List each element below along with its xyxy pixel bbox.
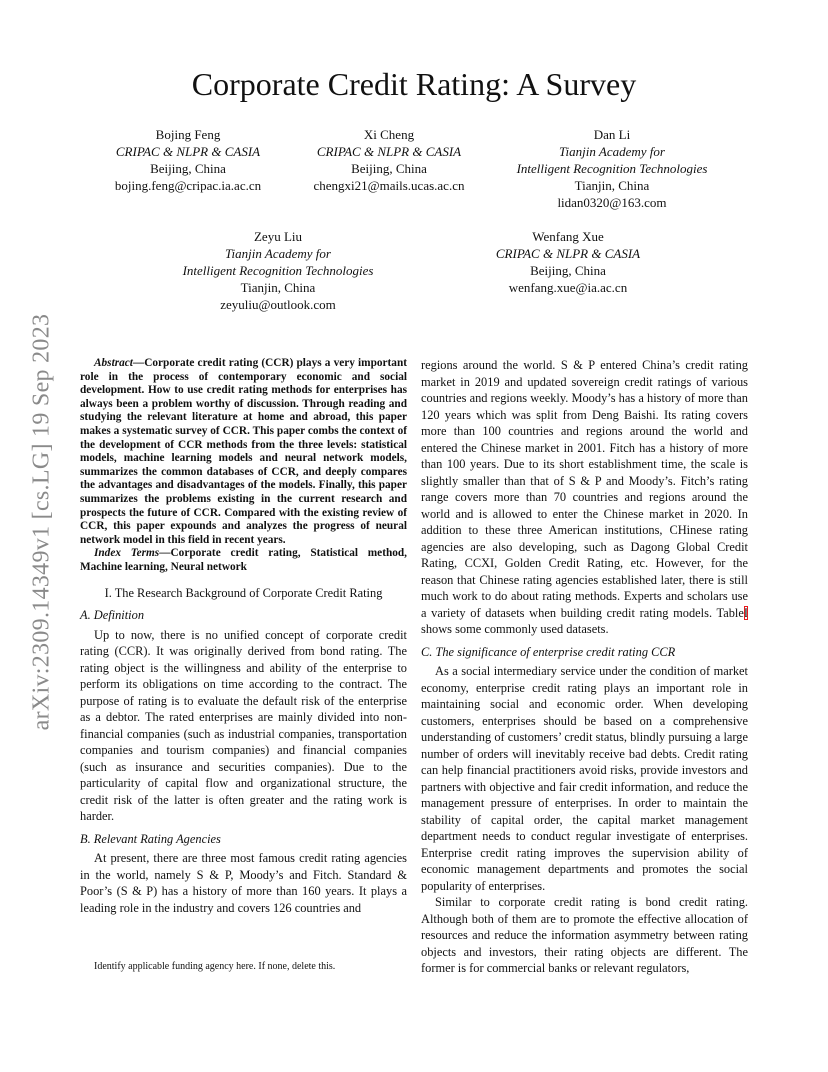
author-name: Wenfang Xue: [532, 229, 604, 244]
subsection-heading-definition: A. Definition: [80, 608, 145, 622]
author-affiliation: CRIPAC & NLPR & CASIA: [115, 144, 261, 159]
author-affiliation: Tianjin Academy for: [559, 144, 665, 159]
author-city: Tianjin, China: [574, 178, 650, 193]
abstract-text: —Corporate credit rating (CCR) plays a very important role in the process of contemporary economic and social development. How to use credit rating methods for enterprises has always been a problem worthy of discussion. Through reading and studying the relevant literature at home and abroad, this paper makes a systematic survey of CCR. This paper combs the context of the development of CCR methods from the three levels: statistical models, machine learning models and neural network models, summarizes the common databases of CCR, and deeply compares the advantages and disadvantages of the models. Finally, this paper summarizes the problems existing in the current research and prospects the future of CCR. Compared with the existing review of CCR, this paper expounds and analyzes the progress of neural network model in this field in recent years.: [80, 357, 407, 546]
subsection-heading-agencies: B. Relevant Rating Agencies: [80, 831, 221, 846]
paper-title: Corporate Credit Rating: A Survey: [191, 66, 637, 102]
author-city: Beijing, China: [150, 161, 226, 176]
author-affiliation: CRIPAC & NLPR & CASIA: [495, 246, 641, 261]
author-name: Bojing Feng: [155, 127, 221, 142]
left-column: [80, 357, 407, 916]
paragraph-significance: As a social intermediary service under the condition of market economy, enterprise credit rating plays an important role in maintaining social and economic order. When developing customers, enterprises should be based on a comprehensive understanding of customers’ credit status, blindly pursuing a large number of orders will inevitably receive bad debts. Credit rating can help financial practitioners avoid risks, provide investors and partners with objective and fair credit information, and reduce the management pressure of enterprises. In order to maintain the stability of capital order, the capital market management department needs to conduct regular investigate of enterprises. Enterprise credit rating improves the supervision ability of economic management departments and promotes the social popularity of enterprises.: [421, 664, 748, 893]
author-email: bojing.feng@cripac.ia.ac.cn: [114, 178, 262, 193]
author-name: Dan Li: [593, 127, 631, 142]
author-name: Xi Cheng: [363, 127, 415, 142]
author-block: [458, 228, 678, 296]
author-block: [168, 228, 388, 313]
index-terms-text: —Corporate credit rating, Statistical method, Machine learning, Neural network: [80, 547, 407, 573]
author-email: chengxi21@mails.ucas.ac.cn: [313, 178, 465, 193]
author-affiliation: Tianjin Academy for: [225, 246, 331, 261]
arxiv-identifier: arXiv:2309.14349v1 [cs.LG] 19 Sep 2023: [28, 313, 55, 731]
footnote: Identify applicable funding agency here. If none, delete this.: [94, 961, 336, 972]
author-email: lidan0320@163.com: [557, 195, 667, 210]
paragraph-bond-rating: Similar to corporate credit rating is bond credit rating. Although both of them are to promote the effective allocation of resources and reduce the information asymmetry between rating objects and investors, their rating objects are different. The former is for commercial banks or relevant regulators,: [421, 895, 748, 975]
paragraph-definition: Up to now, there is no unified concept of corporate credit rating (CCR). It was originally derived from bond rating. The rating object is the willingness and ability of the enterprise to perform its obligations on time according to the contract. The purpose of rating is to evaluate the default risk of the enterprise as a debtor. The rated enterprises are mainly divided into non-financial companies (such as industrial companies, transportation companies and tourism companies) and financial companies (such as insurance and securities companies). Due to the particularity of capital flow and organizational structure, the credit risk of the latter is often greater and the rating work is harder.: [80, 627, 407, 823]
agencies-text: regions around the world. S & P entered China’s credit rating market in 2019 and updated sovereign credit ratings of various countries and regions weekly. Moody’s has a history of more than 120 years which was split from Deng Baishi. Its rating covers more than 100 countries and regions around the world and entered the Chinese market in 2001. Fitch has a history of more than 100 years. Due to its short establishment time, the scale is slightly smaller than that of S & P and Moody’s. Fitch’s rating range covers more than 70 countries and regions around the world and is allowed to enter the Chinese market in 2020. In addition to these three American institutions, CHinese rating agencies are also developing, such as Dagong Global Credit Rating, CCXI, Golden Credit Rating, etc. However, for the reason that Chinese rating agencies established later, there is still much work to do about rating methods. Experts and scholars use a variety of datasets when building credit rating models. Table: [421, 358, 748, 620]
author-block: [279, 126, 499, 194]
author-block: [78, 126, 298, 194]
agencies-text-end: shows some commonly used datasets.: [421, 622, 609, 636]
table-reference-link[interactable]: I: [743, 605, 748, 620]
author-city: Beijing, China: [530, 263, 606, 278]
index-terms: [80, 547, 407, 574]
author-city: Beijing, China: [351, 161, 427, 176]
abstract-label: Abstract: [94, 357, 133, 369]
author-affiliation: CRIPAC & NLPR & CASIA: [316, 144, 462, 159]
subsection-heading-significance: C. The significance of enterprise credit rating CCR: [421, 644, 676, 659]
author-block: [502, 126, 722, 211]
author-email: zeyuliu@outlook.com: [220, 297, 336, 312]
section-heading: I. The Research Background of Corporate Credit Rating: [104, 585, 383, 600]
paragraph-agencies: At present, there are three most famous credit rating agencies in the world, namely S & P, Moody’s and Fitch. Standard & Poor’s (S & P) has a history of more than 160 years. It plays a leading role in the industry and covers 126 countries and: [80, 851, 407, 915]
author-city: Tianjin, China: [240, 280, 316, 295]
right-column: [421, 357, 748, 977]
index-terms-label: Index Terms: [94, 547, 160, 560]
author-affiliation: Intelligent Recognition Technologies: [516, 161, 708, 176]
author-affiliation: Intelligent Recognition Technologies: [182, 263, 374, 278]
abstract: [80, 357, 407, 547]
author-name: Zeyu Liu: [253, 229, 302, 244]
paragraph-agencies-continued: [421, 357, 748, 638]
author-email: wenfang.xue@ia.ac.cn: [508, 280, 628, 295]
